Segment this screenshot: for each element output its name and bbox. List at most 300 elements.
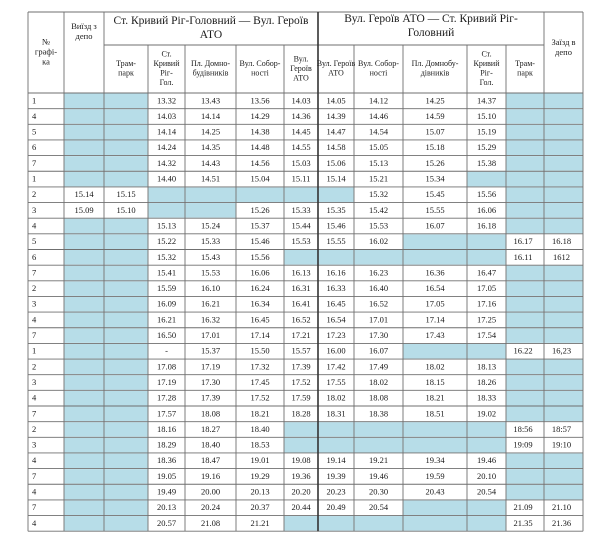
empty-cell <box>65 281 104 296</box>
empty-cell <box>65 485 104 500</box>
time-cell: 14.03 <box>156 110 177 121</box>
time-cell: 20.30 <box>368 486 389 497</box>
time-cell: 19.34 <box>425 455 445 466</box>
empty-cell <box>507 453 544 468</box>
graph-number: 4 <box>32 220 37 231</box>
time-cell: 18.33 <box>476 392 497 403</box>
time-cell: 16.47 <box>476 267 497 278</box>
time-cell: 14.25 <box>200 126 221 137</box>
col-graph-header: № <box>41 36 51 47</box>
empty-cell <box>404 438 467 453</box>
time-cell: 14.29 <box>250 110 270 121</box>
empty-cell <box>404 422 467 437</box>
time-cell: 20.13 <box>156 502 177 513</box>
time-cell: 14.51 <box>200 173 221 184</box>
graph-number: 7 <box>32 330 37 341</box>
time-cell: 16.02 <box>368 236 389 247</box>
empty-cell <box>65 500 104 515</box>
empty-cell <box>507 328 544 343</box>
empty-cell <box>507 375 544 390</box>
empty-cell <box>186 203 236 218</box>
empty-cell <box>105 250 148 265</box>
empty-cell <box>149 187 185 202</box>
time-cell: 18.26 <box>476 376 497 387</box>
time-cell: 19.14 <box>326 455 346 466</box>
empty-cell <box>105 266 148 281</box>
time-cell: 17.08 <box>156 361 177 372</box>
col-arrive-header: Заїзд в <box>551 36 576 47</box>
graph-number: 4 <box>32 110 37 121</box>
time-cell: 20.37 <box>250 502 270 513</box>
time-cell: 16.52 <box>368 298 389 309</box>
time-cell: 20.20 <box>291 486 311 497</box>
graph-number: 7 <box>32 267 37 278</box>
empty-cell <box>507 485 544 500</box>
empty-cell <box>468 234 506 249</box>
time-cell: 19.59 <box>425 470 445 481</box>
empty-cell <box>65 438 104 453</box>
empty-cell <box>65 453 104 468</box>
empty-cell <box>404 516 467 531</box>
time-cell: 13.56 <box>250 95 270 106</box>
empty-cell <box>65 250 104 265</box>
col-graph-header: графі- <box>34 46 58 57</box>
time-cell: 15.46 <box>326 220 346 231</box>
graph-number: 7 <box>32 408 37 419</box>
time-cell: 19.08 <box>291 455 311 466</box>
time-cell: 15.09 <box>74 204 94 215</box>
time-cell: 17.49 <box>368 361 389 372</box>
time-cell: 16.34 <box>250 298 270 309</box>
empty-cell <box>355 438 403 453</box>
time-cell: 20.54 <box>476 486 497 497</box>
time-cell: 14.39 <box>326 110 346 121</box>
time-cell: 14.58 <box>326 142 346 153</box>
time-cell: 15.19 <box>476 126 497 137</box>
graph-number: 5 <box>32 236 37 247</box>
empty-cell <box>319 516 354 531</box>
time-cell: 16.24 <box>250 283 270 294</box>
time-cell: 17.43 <box>425 330 445 341</box>
stop-header: Кривий <box>153 59 180 69</box>
time-cell: 21.09 <box>513 502 533 513</box>
graph-number: 1 <box>32 95 37 106</box>
time-cell: 16.33 <box>326 283 346 294</box>
empty-cell <box>355 516 403 531</box>
time-cell: 17.59 <box>291 392 311 403</box>
empty-cell <box>149 203 185 218</box>
empty-cell <box>105 375 148 390</box>
time-cell: 21.36 <box>551 517 572 528</box>
time-cell: 15.34 <box>425 173 445 184</box>
empty-cell <box>355 422 403 437</box>
empty-cell <box>545 469 583 484</box>
empty-cell <box>105 125 148 140</box>
stop-header: Трам- <box>116 59 136 69</box>
stop-header: ності <box>369 68 388 78</box>
time-cell: 16.21 <box>200 298 221 309</box>
empty-cell <box>285 250 318 265</box>
time-cell: 14.14 <box>156 126 177 137</box>
time-cell: 15.07 <box>425 126 445 137</box>
stop-header: Пл. Домно- <box>190 59 231 69</box>
empty-cell <box>507 172 544 187</box>
direction2-header: Вул. Героїв АТО — Ст. Кривий Ріг- <box>344 13 518 26</box>
time-cell: 14.37 <box>476 95 497 106</box>
time-cell: 17.21 <box>291 330 311 341</box>
time-cell: 15.43 <box>200 251 221 262</box>
empty-cell <box>507 407 544 422</box>
direction1-header: АТО <box>199 29 223 42</box>
time-cell: 18.02 <box>368 376 389 387</box>
empty-cell <box>545 407 583 422</box>
stop-header: Ріг- <box>160 68 173 78</box>
empty-cell <box>65 391 104 406</box>
empty-cell <box>507 187 544 202</box>
time-cell: 14.32 <box>156 157 177 168</box>
col-graph-header: ка <box>42 56 50 67</box>
time-cell: 15.03 <box>291 157 311 168</box>
stop-header: Пл. Домнобу- <box>411 59 459 69</box>
empty-cell <box>65 407 104 422</box>
empty-cell <box>545 94 583 109</box>
empty-cell <box>545 109 583 124</box>
time-cell: 20.49 <box>326 502 346 513</box>
time-cell: 15.21 <box>368 173 389 184</box>
time-cell: 17.32 <box>250 361 270 372</box>
time-cell: 15.04 <box>250 173 270 184</box>
empty-cell <box>105 453 148 468</box>
time-cell: 20.43 <box>425 486 445 497</box>
stop-header: Вул. Собор- <box>358 59 399 69</box>
empty-cell <box>105 485 148 500</box>
time-cell: 1612 <box>553 251 570 262</box>
stop-header: Ріг- <box>480 68 493 78</box>
empty-cell <box>545 297 583 312</box>
time-cell: 21.21 <box>250 517 270 528</box>
time-cell: 17.14 <box>250 330 270 341</box>
time-cell: 15.15 <box>116 189 136 200</box>
time-cell: 15.41 <box>156 267 177 278</box>
empty-cell <box>285 187 318 202</box>
time-cell: 14.40 <box>156 173 177 184</box>
time-cell: 16,23 <box>551 345 572 356</box>
empty-cell <box>545 266 583 281</box>
empty-cell <box>404 500 467 515</box>
time-cell: 13.32 <box>156 95 177 106</box>
empty-cell <box>507 203 544 218</box>
time-cell: 20.13 <box>250 486 270 497</box>
time-cell: 17.25 <box>476 314 497 325</box>
stop-header: Гол. <box>479 78 494 88</box>
empty-cell <box>105 313 148 328</box>
empty-cell <box>285 516 318 531</box>
empty-cell <box>65 125 104 140</box>
empty-cell <box>319 438 354 453</box>
empty-cell <box>468 250 506 265</box>
time-cell: 15.14 <box>326 173 346 184</box>
direction1-header: Ст. Кривий Ріг-Головний — Вул. Героїв <box>113 15 309 28</box>
time-cell: 14.35 <box>200 142 221 153</box>
time-cell: 15.14 <box>74 189 94 200</box>
empty-cell <box>545 485 583 500</box>
empty-cell <box>319 250 354 265</box>
empty-cell <box>65 328 104 343</box>
time-cell: 14.14 <box>200 110 221 121</box>
empty-cell <box>105 344 148 359</box>
graph-number: 4 <box>32 517 37 528</box>
time-cell: 14.38 <box>250 126 270 137</box>
time-cell: 18:56 <box>513 423 533 434</box>
empty-cell <box>105 469 148 484</box>
empty-cell <box>545 187 583 202</box>
empty-cell <box>105 516 148 531</box>
empty-cell <box>65 156 104 171</box>
time-cell: 17.23 <box>326 330 346 341</box>
empty-cell <box>65 266 104 281</box>
time-cell: 14.46 <box>368 110 389 121</box>
graph-number: 2 <box>32 283 37 294</box>
time-cell: 18.21 <box>425 392 445 403</box>
time-cell: 15.13 <box>156 220 177 231</box>
stop-header: Героїв <box>290 63 312 73</box>
time-cell: 17.52 <box>291 376 311 387</box>
time-cell: 18.15 <box>425 376 445 387</box>
stop-header: Вул. <box>293 54 309 64</box>
time-cell: 17.52 <box>250 392 270 403</box>
empty-cell <box>468 422 506 437</box>
empty-cell <box>507 313 544 328</box>
empty-cell <box>545 140 583 155</box>
empty-cell <box>468 516 506 531</box>
empty-cell <box>355 250 403 265</box>
time-cell: 21.08 <box>200 517 221 528</box>
time-cell: 14.45 <box>291 126 311 137</box>
stop-header: АТО <box>293 73 309 83</box>
time-cell: 16.36 <box>425 267 445 278</box>
time-cell: 15.57 <box>291 345 311 356</box>
empty-cell <box>507 109 544 124</box>
empty-cell <box>65 313 104 328</box>
stop-header: дівників <box>420 68 450 78</box>
time-cell: 15.24 <box>200 220 221 231</box>
time-cell: 15.11 <box>291 173 311 184</box>
time-cell: 16.06 <box>250 267 270 278</box>
empty-cell <box>545 313 583 328</box>
time-cell: 17.01 <box>368 314 389 325</box>
time-cell: 20.54 <box>368 502 389 513</box>
time-cell: 15.50 <box>250 345 270 356</box>
empty-cell <box>105 328 148 343</box>
time-cell: 16.18 <box>476 220 497 231</box>
time-cell: 18.13 <box>476 361 497 372</box>
empty-cell <box>105 234 148 249</box>
time-cell: 16.50 <box>156 330 177 341</box>
empty-cell <box>319 187 354 202</box>
empty-cell <box>507 156 544 171</box>
time-cell: 15.55 <box>425 204 445 215</box>
time-cell: 18.02 <box>425 361 445 372</box>
empty-cell <box>545 391 583 406</box>
time-cell: 21.35 <box>513 517 533 528</box>
graph-number: 7 <box>32 157 37 168</box>
graph-number: 1 <box>32 345 37 356</box>
time-cell: 19.46 <box>368 470 389 481</box>
time-cell: 17.28 <box>156 392 177 403</box>
time-cell: 14.12 <box>368 95 389 106</box>
time-cell: 14.03 <box>291 95 311 106</box>
time-cell: 15.29 <box>476 142 497 153</box>
time-cell: 16.17 <box>513 236 533 247</box>
time-cell: 16.07 <box>368 345 389 356</box>
time-cell: 15.26 <box>425 157 445 168</box>
empty-cell <box>105 297 148 312</box>
time-cell: 15.05 <box>368 142 389 153</box>
time-cell: 16.31 <box>291 283 311 294</box>
empty-cell <box>65 344 104 359</box>
empty-cell <box>105 156 148 171</box>
stop-header: ності <box>251 68 269 78</box>
graph-number: 4 <box>32 486 37 497</box>
time-cell: 18.21 <box>250 408 270 419</box>
time-cell: 16.45 <box>250 314 270 325</box>
time-cell: 13.43 <box>200 95 221 106</box>
time-cell: 14.43 <box>200 157 221 168</box>
time-cell: 16.52 <box>291 314 311 325</box>
time-cell: 19.16 <box>200 470 221 481</box>
empty-cell <box>404 250 467 265</box>
time-cell: 17.57 <box>156 408 177 419</box>
time-cell: 15.53 <box>291 236 311 247</box>
time-cell: 15.32 <box>156 251 177 262</box>
time-cell: 17.39 <box>200 392 221 403</box>
empty-cell <box>105 94 148 109</box>
empty-cell <box>468 344 506 359</box>
empty-cell <box>105 391 148 406</box>
time-cell: 17.54 <box>476 330 497 341</box>
time-cell: 16.11 <box>513 251 533 262</box>
time-cell: 15.56 <box>250 251 270 262</box>
time-cell: 19.49 <box>156 486 177 497</box>
empty-cell <box>545 375 583 390</box>
graph-number: 6 <box>32 142 37 153</box>
time-cell: 16.23 <box>368 267 389 278</box>
stop-header: Трам- <box>515 59 535 69</box>
time-cell: 15.42 <box>368 204 389 215</box>
time-cell: 17.45 <box>250 376 270 387</box>
time-cell: 17.19 <box>156 376 177 387</box>
empty-cell <box>545 156 583 171</box>
time-cell: 16.10 <box>200 283 221 294</box>
time-cell: 17.42 <box>326 361 346 372</box>
empty-cell <box>105 500 148 515</box>
graph-number: 6 <box>32 251 37 262</box>
stop-header: Ст. <box>161 49 172 59</box>
time-cell: 14.59 <box>425 110 445 121</box>
graph-number: 1 <box>32 173 37 184</box>
time-cell: 20.00 <box>200 486 221 497</box>
time-cell: 18.47 <box>200 455 221 466</box>
empty-cell <box>507 94 544 109</box>
empty-cell <box>65 297 104 312</box>
time-cell: 16.18 <box>551 236 572 247</box>
stop-header: парк <box>118 68 134 78</box>
empty-cell <box>507 281 544 296</box>
time-cell: 16.54 <box>425 283 445 294</box>
time-cell: 14.24 <box>156 142 177 153</box>
empty-cell <box>545 125 583 140</box>
time-cell: 18.40 <box>200 439 221 450</box>
time-cell: 18.53 <box>250 439 270 450</box>
graph-number: 7 <box>32 470 37 481</box>
time-cell: 14.54 <box>368 126 389 137</box>
time-cell: 14.25 <box>425 95 445 106</box>
col-depart-header: Виїзд з <box>71 20 97 31</box>
graph-number: 3 <box>32 439 37 450</box>
time-cell: 18.27 <box>200 423 221 434</box>
graph-number: 4 <box>32 314 37 325</box>
graph-number: 3 <box>32 204 37 215</box>
time-cell: 20.24 <box>200 502 221 513</box>
empty-cell <box>65 234 104 249</box>
time-cell: 15.53 <box>200 267 221 278</box>
empty-cell <box>105 281 148 296</box>
time-cell: 15.22 <box>156 236 177 247</box>
empty-cell <box>65 469 104 484</box>
empty-cell <box>507 219 544 234</box>
time-cell: 18.02 <box>326 392 346 403</box>
time-cell: 15.33 <box>291 204 311 215</box>
graph-number: 2 <box>32 189 37 200</box>
empty-cell <box>105 407 148 422</box>
stop-header: Кривий <box>473 59 500 69</box>
time-cell: 15.55 <box>326 236 346 247</box>
time-cell: 15.37 <box>250 220 270 231</box>
empty-cell <box>105 360 148 375</box>
empty-cell <box>507 469 544 484</box>
time-cell: 15.53 <box>368 220 389 231</box>
time-cell: 15.44 <box>291 220 311 231</box>
empty-cell <box>468 438 506 453</box>
time-cell: 16.06 <box>476 204 497 215</box>
time-cell: 18.16 <box>156 423 177 434</box>
time-cell: 20.57 <box>156 517 177 528</box>
empty-cell <box>65 422 104 437</box>
stop-header: Вул. Собор- <box>239 59 281 69</box>
graph-number: 5 <box>32 126 37 137</box>
time-cell: 14.47 <box>326 126 346 137</box>
time-cell: 14.56 <box>250 157 270 168</box>
graph-number: 3 <box>32 376 37 387</box>
empty-cell <box>65 94 104 109</box>
direction2-header: Головний <box>407 27 455 40</box>
time-cell: 19.36 <box>291 470 311 481</box>
empty-cell <box>507 140 544 155</box>
time-cell: 17.14 <box>425 314 445 325</box>
time-cell: 15.13 <box>368 157 389 168</box>
stop-header: парк <box>517 68 533 78</box>
time-cell: 16.45 <box>326 298 346 309</box>
time-cell: 14.48 <box>250 142 270 153</box>
stop-header: Гол. <box>159 78 174 88</box>
empty-cell <box>237 187 284 202</box>
empty-cell <box>65 109 104 124</box>
empty-cell <box>65 219 104 234</box>
time-cell: 19.46 <box>476 455 497 466</box>
time-cell: 17.30 <box>368 330 389 341</box>
time-cell: 14.05 <box>326 95 346 106</box>
graph-number: 3 <box>32 298 37 309</box>
